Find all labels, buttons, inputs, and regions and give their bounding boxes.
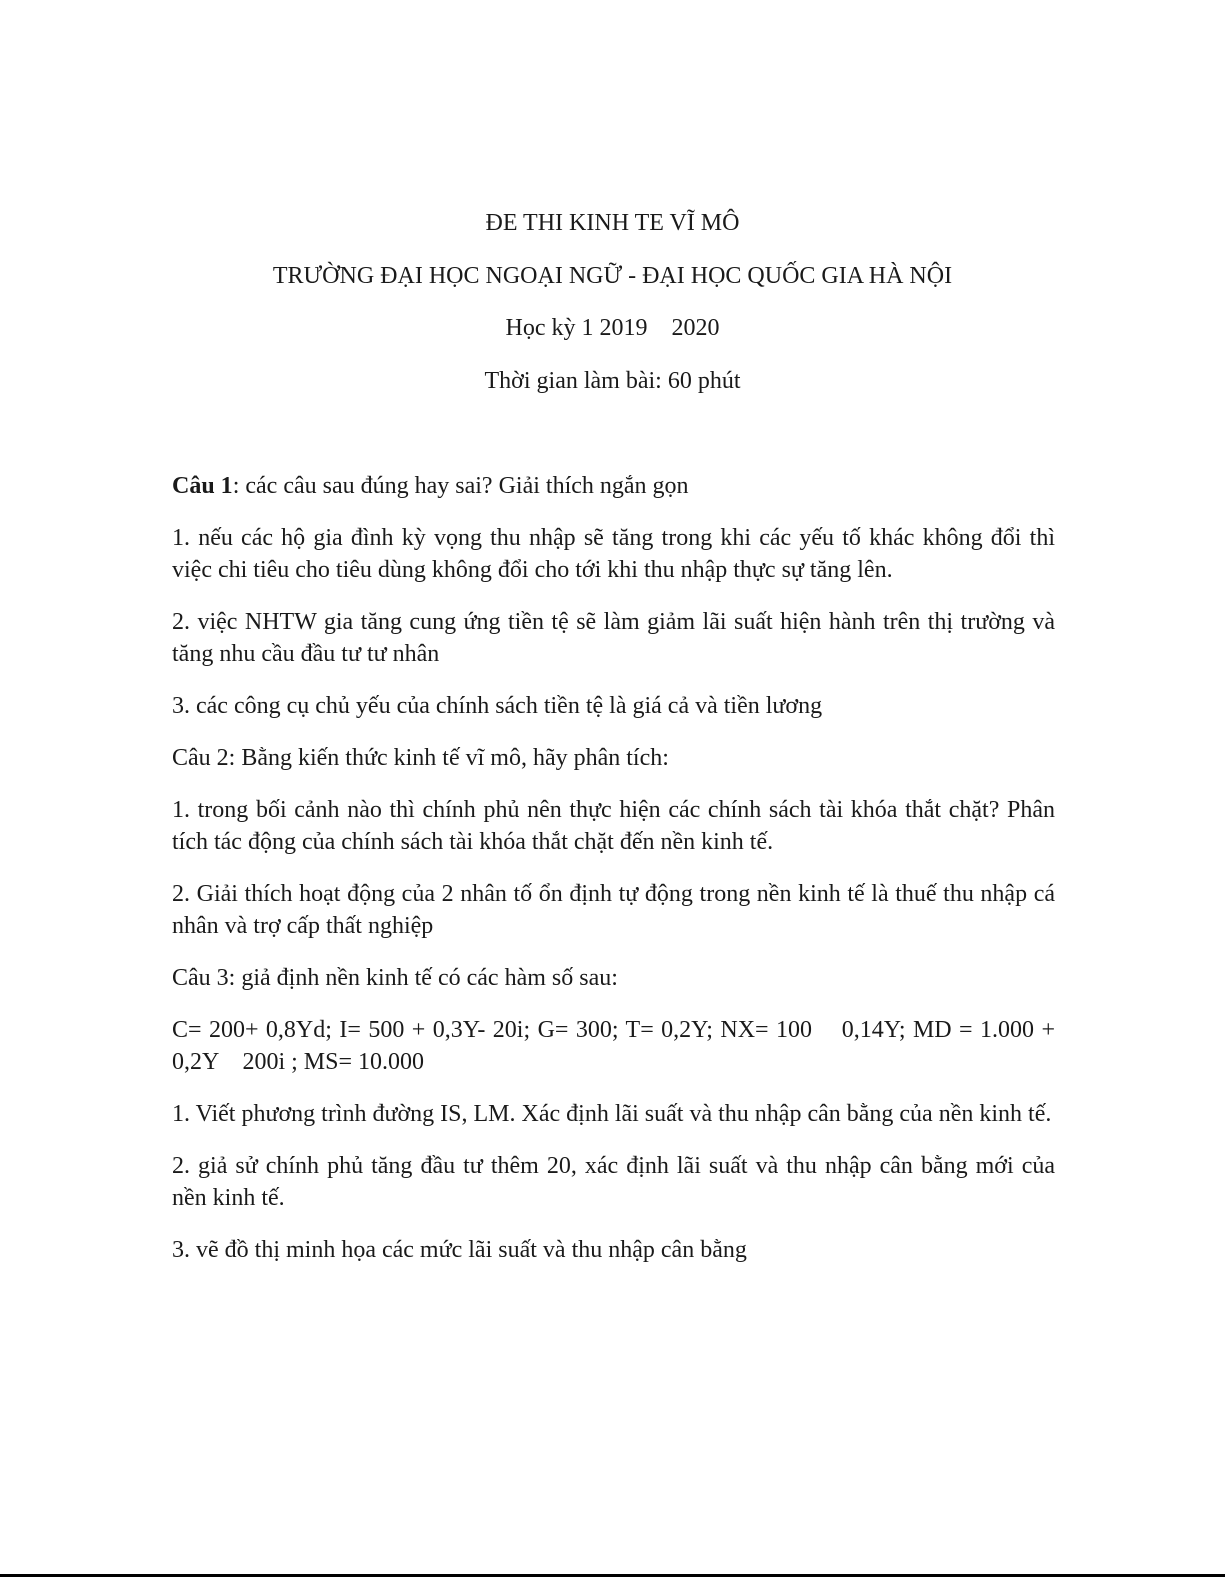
question-1-text: : các câu sau đúng hay sai? Giải thích ngắn gọn [232,473,689,499]
question-2-item-1: 1. trong bối cảnh nào thì chính phủ nên thực hiện các chính sách tài khóa thắt chặt? Phân tích tác động của chính sách tài khóa thắt chặt đến nền kinh tế. [172,797,1055,855]
question-2-item-2: 2. Giải thích hoạt động của 2 nhân tố ổn định tự động trong nền kinh tế là thuế thu nhập cá nhân và trợ cấp thất nghiệp [172,881,1055,939]
question-2-prompt: Câu 2: Bằng kiến thức kinh tế vĩ mô, hãy phân tích: [172,745,669,771]
exam-body [172,470,1061,1286]
question-3-item-1: 1. Viết phương trình đường IS, LM. Xác định lãi suất và thu nhập cân bằng của nền kinh tế. [172,1101,1052,1127]
question-3-prompt: Câu 3: giả định nền kinh tế có các hàm số sau: [172,965,618,991]
question-1-item-1: 1. nếu các hộ gia đình kỳ vọng thu nhập sẽ tăng trong khi các yếu tố khác không đổi thì việc chi tiêu cho tiêu dùng không đổi cho tới khi thu nhập thực sự tăng lên. [172,525,1055,583]
exam-title: ĐE THI KINH TE VĨ MÔ [485,210,740,236]
question-1-label: Câu 1 [172,473,233,499]
question-1-item-3: 3. các công cụ chủ yếu của chính sách tiền tệ là giá cả và tiền lương [172,693,823,719]
question-3-functions: C= 200+ 0,8Yd; I= 500 + 0,3Y- 20i; G= 300; T= 0,2Y; NX= 100 0,14Y; MD = 1.000 + 0,2Y 200i ; MS= 10.000 [172,1017,1061,1075]
question-3-item-2: 2. giả sử chính phủ tăng đầu tư thêm 20, xác định lãi suất và thu nhập cân bằng mới của nền kinh tế. [172,1153,1055,1211]
page-bottom-border [0,1574,1225,1577]
school-name: TRƯỜNG ĐẠI HỌC NGOẠI NGỮ - ĐẠI HỌC QUỐC GIA HÀ NỘI [272,263,953,289]
semester: Học kỳ 1 2019 2020 [505,315,720,341]
question-1-item-2: 2. việc NHTW gia tăng cung ứng tiền tệ sẽ làm giảm lãi suất hiện hành trên thị trường và tăng nhu cầu đầu tư tư nhân [172,609,1055,667]
question-3-item-3: 3. vẽ đồ thị minh họa các mức lãi suất và thu nhập cân bằng [172,1237,747,1263]
question-1-prompt [172,470,1055,502]
exam-duration: Thời gian làm bài: 60 phút [484,368,741,394]
